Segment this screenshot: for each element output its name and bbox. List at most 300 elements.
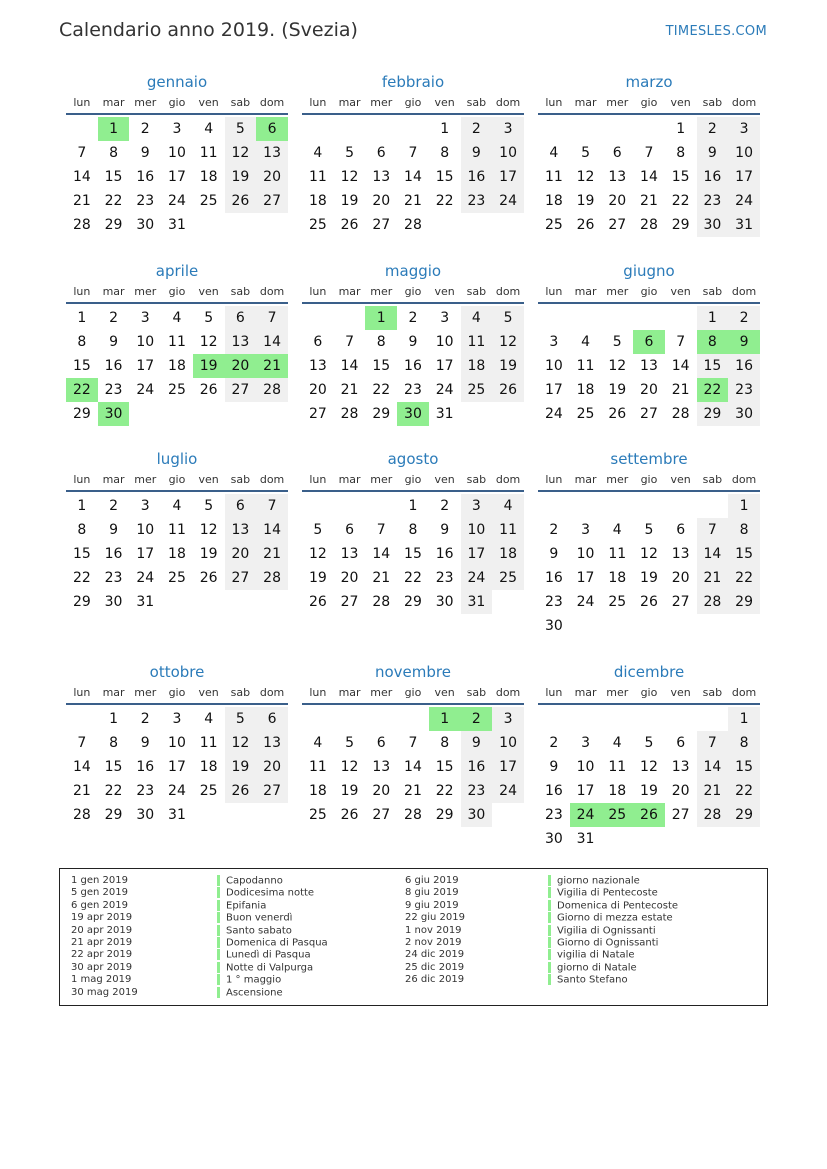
day-cell: 13 <box>225 330 257 354</box>
weekday-label: gio <box>640 96 658 109</box>
month-gennaio <box>66 72 288 237</box>
day-cell: 12 <box>340 759 359 775</box>
legend-date: 6 gen 2019 <box>71 899 129 911</box>
day-cell: 26 <box>340 217 359 233</box>
weekday-header <box>302 96 524 115</box>
legend-holiday-name: Buon venerdì <box>226 912 293 924</box>
weekday-label: lun <box>309 96 327 109</box>
holiday-color-marker <box>548 887 551 898</box>
day-cell: 27 <box>225 378 257 402</box>
empty-cell <box>601 494 633 518</box>
month-name: ottobre <box>149 663 205 681</box>
day-cell: 2 <box>549 735 559 751</box>
weekday-label: ven <box>198 473 219 486</box>
day-cell: 12 <box>225 141 257 165</box>
weekday-label: dom <box>259 473 285 486</box>
day-cell: 26 <box>199 570 218 586</box>
day-cell: 16 <box>435 546 454 562</box>
legend-date: 21 apr 2019 <box>71 936 133 948</box>
legend-dates-left <box>71 875 138 999</box>
day-cell: 27 <box>256 189 288 213</box>
weekday-label: sab <box>702 686 723 699</box>
day-cell: 1 <box>408 498 418 514</box>
weekday-label: dom <box>259 686 285 699</box>
holiday-color-marker <box>217 887 220 898</box>
month-novembre <box>302 662 524 827</box>
day-cell: 18 <box>199 169 218 185</box>
day-cell: 7 <box>256 494 288 518</box>
day-cell: 14 <box>256 330 288 354</box>
day-cell: 27 <box>340 594 359 610</box>
day-cell: 7 <box>408 735 418 751</box>
day-cell: 7 <box>676 334 686 350</box>
month-name: aprile <box>155 262 199 280</box>
day-cell: 5 <box>581 145 591 161</box>
day-cell: 23 <box>136 193 155 209</box>
holiday-color-marker <box>548 937 551 948</box>
weekday-label: gio <box>404 473 422 486</box>
day-grid <box>302 304 524 426</box>
empty-cell <box>302 306 334 330</box>
empty-cell <box>633 306 665 330</box>
day-grid <box>302 115 524 237</box>
weekday-label: ven <box>670 285 691 298</box>
legend-date: 5 gen 2019 <box>71 887 129 899</box>
weekday-label: sab <box>466 473 487 486</box>
day-cell: 4 <box>549 145 559 161</box>
weekday-label: mar <box>338 96 361 109</box>
holiday-color-marker <box>217 937 220 948</box>
day-cell: 17 <box>168 759 186 775</box>
legend-holiday <box>217 949 328 961</box>
legend-holiday <box>548 912 678 924</box>
weekday-label: mar <box>102 473 125 486</box>
day-cell: 26 <box>492 378 524 402</box>
day-cell: 16 <box>136 169 155 185</box>
legend-holiday-name: Dodicesima notte <box>226 887 315 899</box>
day-cell: 26 <box>576 217 595 233</box>
weekday-header <box>302 686 524 705</box>
day-cell: 2 <box>461 707 493 731</box>
legend-holiday-name: Santo sabato <box>226 925 292 937</box>
day-cell: 22 <box>104 783 123 799</box>
weekday-label: sab <box>230 473 251 486</box>
day-cell: 16 <box>544 783 563 799</box>
day-cell: 3 <box>728 117 760 141</box>
day-cell: 16 <box>697 165 729 189</box>
empty-cell <box>365 707 397 731</box>
weekday-label: dom <box>495 96 521 109</box>
day-cell: 16 <box>104 358 123 374</box>
day-cell: 22 <box>404 570 422 586</box>
weekday-header <box>66 686 288 705</box>
legend-holiday-name: giorno nazionale <box>557 875 640 887</box>
day-cell: 23 <box>136 783 155 799</box>
day-cell: 21 <box>340 382 359 398</box>
day-cell: 2 <box>109 498 119 514</box>
day-cell: 27 <box>671 594 690 610</box>
day-cell: 11 <box>308 169 327 185</box>
legend-date: 22 apr 2019 <box>71 949 133 961</box>
empty-cell <box>302 117 334 141</box>
day-cell: 23 <box>544 807 563 823</box>
holiday-color-marker <box>217 974 220 985</box>
weekday-label: mer <box>134 96 157 109</box>
weekday-header <box>302 473 524 492</box>
day-cell: 20 <box>671 570 690 586</box>
day-cell: 15 <box>72 358 91 374</box>
weekday-header <box>538 686 760 705</box>
day-cell: 14 <box>404 169 422 185</box>
empty-cell <box>302 707 334 731</box>
day-cell: 24 <box>576 594 595 610</box>
empty-cell <box>538 117 570 141</box>
legend-date: 22 giu 2019 <box>405 912 465 924</box>
weekday-label: mer <box>606 96 629 109</box>
legend-holiday <box>548 937 678 949</box>
weekday-label: lun <box>73 473 91 486</box>
brand-link[interactable]: TIMESLES.COM <box>665 24 767 39</box>
day-cell: 28 <box>404 217 422 233</box>
month-name: maggio <box>384 262 442 280</box>
empty-cell <box>697 707 729 731</box>
day-cell: 12 <box>640 759 658 775</box>
day-cell: 12 <box>576 169 595 185</box>
day-cell: 11 <box>199 735 218 751</box>
day-cell: 24 <box>136 570 155 586</box>
day-cell: 19 <box>225 755 257 779</box>
day-cell: 7 <box>77 735 87 751</box>
empty-cell <box>665 707 697 731</box>
day-cell: 25 <box>601 803 633 827</box>
weekday-label: mar <box>102 96 125 109</box>
day-cell: 10 <box>576 546 595 562</box>
empty-cell <box>665 494 697 518</box>
day-cell: 24 <box>492 189 524 213</box>
month-name: dicembre <box>613 663 685 681</box>
day-cell: 15 <box>72 546 91 562</box>
day-cell: 10 <box>136 522 155 538</box>
legend-holiday-name: Domenica di Pasqua <box>226 937 328 949</box>
empty-cell <box>570 117 602 141</box>
day-cell: 28 <box>404 807 422 823</box>
empty-cell <box>633 117 665 141</box>
day-cell: 5 <box>644 522 654 538</box>
holiday-color-marker <box>217 875 220 886</box>
legend-holiday <box>548 962 678 974</box>
weekday-label: mar <box>574 285 597 298</box>
empty-cell <box>697 494 729 518</box>
day-cell: 19 <box>576 193 595 209</box>
legend-holiday <box>217 925 328 937</box>
day-cell: 7 <box>376 522 386 538</box>
day-cell: 4 <box>313 145 323 161</box>
day-cell: 21 <box>404 193 422 209</box>
day-cell: 8 <box>77 522 87 538</box>
weekday-label: ven <box>670 473 691 486</box>
day-cell: 30 <box>136 807 155 823</box>
weekday-header <box>66 285 288 304</box>
day-cell: 14 <box>640 169 658 185</box>
month-name: settembre <box>610 450 688 468</box>
day-cell: 7 <box>256 306 288 330</box>
day-cell: 21 <box>256 354 288 378</box>
day-cell: 29 <box>72 594 91 610</box>
day-cell: 24 <box>168 193 186 209</box>
day-cell: 27 <box>640 406 658 422</box>
holiday-color-marker <box>217 987 220 998</box>
day-cell: 17 <box>728 165 760 189</box>
day-cell: 8 <box>376 334 386 350</box>
legend-holiday-name: giorno di Natale <box>557 962 637 974</box>
empty-cell <box>665 306 697 330</box>
day-cell: 4 <box>492 494 524 518</box>
weekday-label: sab <box>466 686 487 699</box>
day-cell: 30 <box>136 217 155 233</box>
day-cell: 2 <box>728 306 760 330</box>
legend-holiday-name: Domenica di Pentecoste <box>557 900 679 912</box>
day-cell: 20 <box>608 193 627 209</box>
legend-holiday <box>548 925 678 937</box>
weekday-label: gio <box>168 686 186 699</box>
day-cell: 20 <box>308 382 327 398</box>
day-cell: 13 <box>671 546 690 562</box>
weekday-header <box>538 285 760 304</box>
day-cell: 10 <box>168 735 186 751</box>
day-cell: 3 <box>461 494 493 518</box>
day-cell: 28 <box>372 594 391 610</box>
legend-date: 2 nov 2019 <box>405 936 462 948</box>
weekday-label: lun <box>545 686 563 699</box>
day-cell: 22 <box>435 193 454 209</box>
legend-holiday-name: Giorno di mezza estate <box>557 912 673 924</box>
weekday-label: gio <box>168 285 186 298</box>
day-cell: 9 <box>140 735 150 751</box>
day-cell: 16 <box>404 358 422 374</box>
empty-cell <box>538 494 570 518</box>
day-cell: 17 <box>136 546 155 562</box>
holiday-legend <box>59 868 768 1006</box>
day-cell: 17 <box>544 382 563 398</box>
legend-date: 20 apr 2019 <box>71 924 133 936</box>
day-cell: 15 <box>697 354 729 378</box>
day-cell: 13 <box>372 759 391 775</box>
day-cell: 2 <box>109 310 119 326</box>
day-cell: 8 <box>728 518 760 542</box>
day-cell: 13 <box>256 731 288 755</box>
day-cell: 14 <box>697 542 729 566</box>
month-ottobre <box>66 662 288 827</box>
day-cell: 29 <box>104 217 123 233</box>
legend-date: 30 mag 2019 <box>71 986 138 998</box>
day-cell: 22 <box>671 193 690 209</box>
day-cell: 16 <box>104 546 123 562</box>
weekday-label: gio <box>404 96 422 109</box>
holiday-color-marker <box>217 912 220 923</box>
day-cell: 1 <box>728 707 760 731</box>
weekday-label: mar <box>338 473 361 486</box>
day-cell: 16 <box>544 570 563 586</box>
day-cell: 10 <box>136 334 155 350</box>
weekday-label: mer <box>134 473 157 486</box>
legend-date: 9 giu 2019 <box>405 899 459 911</box>
day-cell: 20 <box>256 165 288 189</box>
day-cell: 28 <box>671 406 690 422</box>
day-cell: 15 <box>104 759 123 775</box>
weekday-label: mer <box>370 473 393 486</box>
day-cell: 28 <box>72 807 91 823</box>
weekday-label: mar <box>574 686 597 699</box>
legend-holiday-name: Santo Stefano <box>557 974 628 986</box>
day-cell: 22 <box>372 382 391 398</box>
page-title: Calendario anno 2019. (Svezia) <box>59 19 358 41</box>
day-cell: 29 <box>72 406 91 422</box>
weekday-label: lun <box>73 96 91 109</box>
legend-holiday-name: Epifania <box>226 900 267 912</box>
day-cell: 26 <box>640 594 658 610</box>
legend-holiday <box>217 900 328 912</box>
empty-cell <box>601 117 633 141</box>
empty-cell <box>365 494 397 518</box>
weekday-label: mer <box>134 686 157 699</box>
day-cell: 28 <box>697 590 729 614</box>
empty-cell <box>570 494 602 518</box>
empty-cell <box>397 707 429 731</box>
day-cell: 20 <box>372 783 391 799</box>
day-cell: 9 <box>440 522 450 538</box>
day-cell: 16 <box>728 354 760 378</box>
day-cell: 6 <box>256 117 288 141</box>
day-cell: 9 <box>408 334 418 350</box>
day-cell: 6 <box>676 522 686 538</box>
holiday-color-marker <box>548 875 551 886</box>
month-name: giugno <box>623 262 675 280</box>
day-cell: 17 <box>136 358 155 374</box>
day-cell: 17 <box>168 169 186 185</box>
day-cell: 15 <box>435 169 454 185</box>
day-cell: 12 <box>225 731 257 755</box>
day-cell: 15 <box>671 169 690 185</box>
day-grid <box>538 705 760 851</box>
month-marzo <box>538 72 760 237</box>
day-cell: 21 <box>72 783 91 799</box>
holiday-color-marker <box>548 900 551 911</box>
legend-holiday-name: vigilia di Natale <box>557 949 635 961</box>
day-cell: 15 <box>728 755 760 779</box>
weekday-label: dom <box>731 96 757 109</box>
day-cell: 7 <box>77 145 87 161</box>
day-cell: 12 <box>199 522 218 538</box>
day-cell: 11 <box>608 546 627 562</box>
day-cell: 27 <box>308 406 327 422</box>
weekday-label: sab <box>230 96 251 109</box>
weekday-label: dom <box>259 96 285 109</box>
day-cell: 19 <box>640 570 658 586</box>
day-cell: 20 <box>640 382 658 398</box>
weekday-label: mer <box>606 473 629 486</box>
day-cell: 6 <box>313 334 323 350</box>
day-cell: 24 <box>168 783 186 799</box>
day-cell: 16 <box>461 165 493 189</box>
day-cell: 13 <box>340 546 359 562</box>
day-cell: 16 <box>461 755 493 779</box>
day-cell: 11 <box>308 759 327 775</box>
weekday-label: ven <box>670 686 691 699</box>
day-cell: 21 <box>372 570 391 586</box>
day-cell: 1 <box>109 711 119 727</box>
day-cell: 27 <box>608 217 627 233</box>
day-cell: 11 <box>168 334 186 350</box>
day-cell: 29 <box>104 807 123 823</box>
day-grid <box>538 115 760 237</box>
day-cell: 23 <box>404 382 422 398</box>
day-cell: 3 <box>549 334 559 350</box>
day-cell: 5 <box>225 117 257 141</box>
holiday-color-marker <box>548 962 551 973</box>
day-cell: 21 <box>404 783 422 799</box>
day-cell: 1 <box>728 494 760 518</box>
day-cell: 9 <box>109 522 119 538</box>
day-cell: 5 <box>225 707 257 731</box>
day-cell: 12 <box>199 334 218 350</box>
weekday-label: gio <box>640 473 658 486</box>
day-cell: 30 <box>98 402 130 426</box>
day-cell: 25 <box>168 570 186 586</box>
day-cell: 11 <box>168 522 186 538</box>
day-cell: 31 <box>435 406 454 422</box>
day-cell: 3 <box>581 735 591 751</box>
day-cell: 3 <box>140 310 150 326</box>
legend-date: 6 giu 2019 <box>405 875 459 886</box>
weekday-label: gio <box>404 686 422 699</box>
weekday-label: dom <box>495 473 521 486</box>
day-cell: 30 <box>397 402 429 426</box>
day-cell: 26 <box>633 803 665 827</box>
legend-holiday-name: 1 ° maggio <box>226 974 282 986</box>
day-cell: 17 <box>461 542 493 566</box>
day-cell: 24 <box>435 382 454 398</box>
weekday-label: mer <box>370 285 393 298</box>
day-cell: 9 <box>461 731 493 755</box>
day-cell: 2 <box>140 121 150 137</box>
day-cell: 29 <box>435 807 454 823</box>
legend-holiday-name: Notte di Valpurga <box>226 962 314 974</box>
day-cell: 29 <box>728 803 760 827</box>
legend-holiday <box>217 875 328 887</box>
day-cell: 18 <box>608 570 627 586</box>
day-cell: 29 <box>372 406 391 422</box>
day-cell: 5 <box>345 145 355 161</box>
day-cell: 12 <box>492 330 524 354</box>
weekday-label: mer <box>370 686 393 699</box>
day-cell: 15 <box>372 358 391 374</box>
day-cell: 23 <box>104 382 123 398</box>
month-name: marzo <box>625 73 673 91</box>
day-cell: 21 <box>640 193 658 209</box>
day-cell: 31 <box>576 831 595 847</box>
day-cell: 13 <box>608 169 627 185</box>
empty-cell <box>334 117 366 141</box>
day-cell: 7 <box>697 731 729 755</box>
weekday-label: lun <box>73 285 91 298</box>
legend-holiday <box>548 900 678 912</box>
day-cell: 28 <box>340 406 359 422</box>
legend-holiday-name: Vigilia di Ognissanti <box>557 925 656 937</box>
legend-date: 1 nov 2019 <box>405 924 462 936</box>
holiday-color-marker <box>217 925 220 936</box>
day-cell: 7 <box>345 334 355 350</box>
legend-holiday-name: Giorno di Ognissanti <box>557 937 659 949</box>
